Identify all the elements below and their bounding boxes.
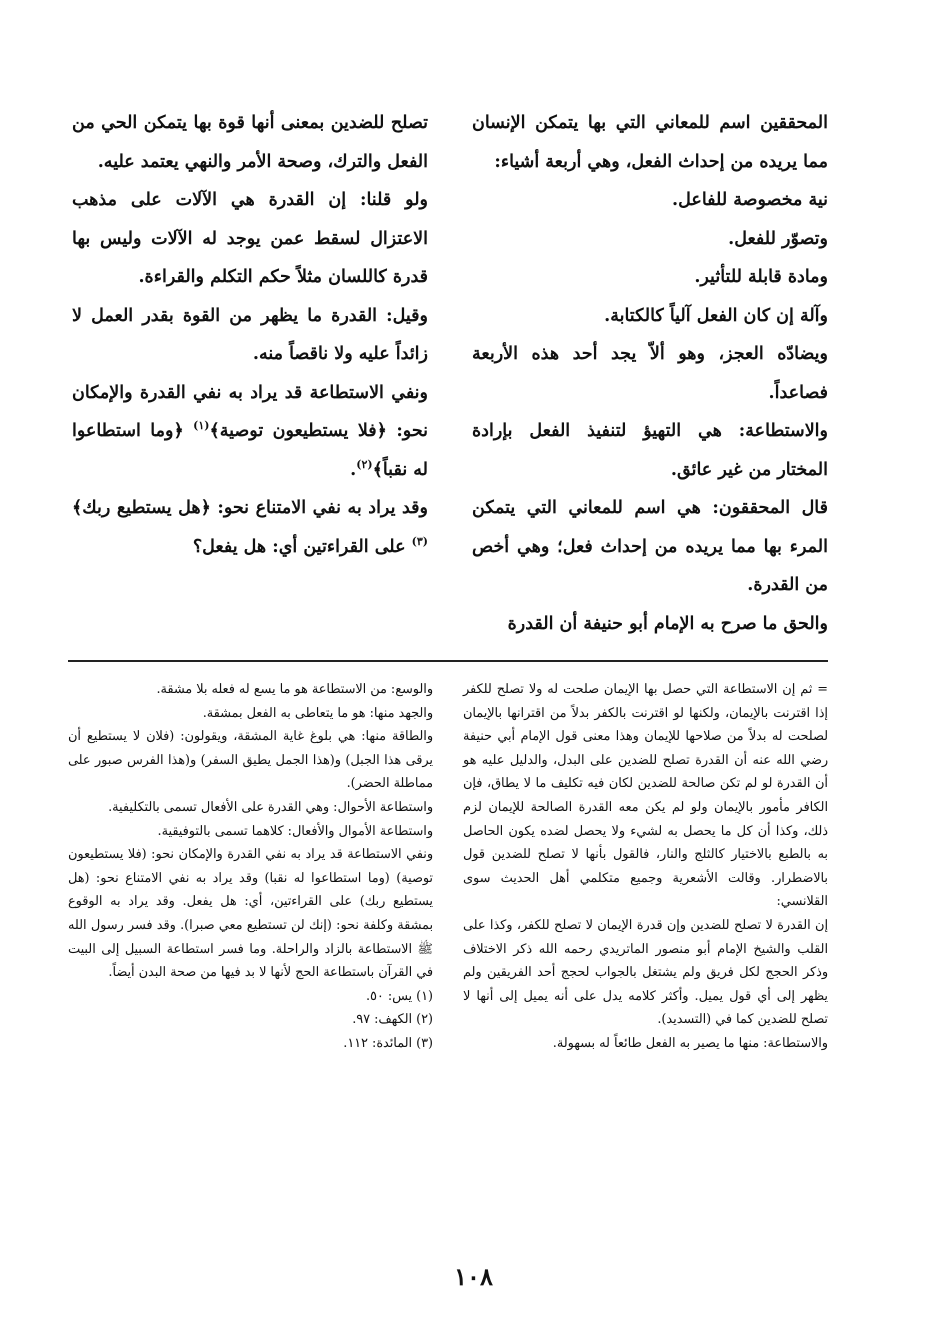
footnote-paragraph: واستطاعة الأحوال: وهي القدرة على الأفعال تسمى بالتكليفية. bbox=[108, 799, 433, 815]
paragraph-text: . bbox=[350, 459, 357, 480]
footnotes-section bbox=[68, 678, 828, 1238]
footnote-paragraph: والوسع: من الاستطاعة هو ما يسع له فعله بلا مشقة. bbox=[156, 682, 433, 697]
main-paragraph: والحق ما صرح به الإمام أبو حنيفة أن القدرة bbox=[507, 613, 828, 634]
footnote-paragraph: والاستطاعة: منها ما يصير به الفعل طائعاً له بسهولة. bbox=[552, 1035, 828, 1051]
footnote-paragraph: = ثم إن الاستطاعة التي حصل بها الإيمان صلحت له ولا تصلح للكفر إذا اقترنت بالإيمان، ولكنها لو اقترنت بالكفر بدلاً من اقترانها بالإيمان لصلحت له بدلاً من صلاحها للإيمان وهذا معنى قول الإمام أبي حنيفة رضي الله عنه أن القدرة تصلح للضدين على البدل، والدليل عليه هو أن القدرة لو لم تكن صالحة للضدين لكان فيه تكليف ما لا يطاق، فإن الكافر مأمور بالإيمان ولو لم يكن معه القدرة الصالحة للإيمان لزم ذلك، وكذا أن كل ما يحصل به لشيء ولا يحصل لضده يكون الحاصل به بالطبع بالاختيار كالثلج والنار، فالقول بأنها لا تصلح للضدين قول بالاضطرار. وقالت الأشعرية وجميع متكلمي أهل الحديث سوى القلانسي: bbox=[463, 682, 828, 910]
footnote-separator bbox=[68, 660, 828, 662]
quran-quote: ﴿وما استطاعوا له نقباً﴾ bbox=[72, 421, 428, 480]
footnote-citation: (١) يس: ٥٠. bbox=[365, 988, 433, 1004]
main-left-column bbox=[72, 104, 428, 644]
footnotes-left-column bbox=[68, 678, 433, 1238]
main-paragraph: ويضادّه العجز، وهو ألاّ يجد أحد هذه الأربعة فصاعداً. bbox=[472, 344, 828, 403]
page-number: ١٠٨ bbox=[454, 1262, 493, 1291]
main-paragraph: وآلة إن كان الفعل آلياً كالكتابة. bbox=[604, 305, 828, 326]
footnote-ref: (٣) bbox=[411, 534, 428, 548]
footnote-ref: (٢) bbox=[356, 457, 373, 471]
quran-quote: ﴿فلا يستطيعون توصية﴾ bbox=[209, 421, 387, 441]
paragraph-text: ونفي الاستطاعة قد يراد به نفي القدرة والإمكان نحو: bbox=[72, 382, 429, 441]
main-paragraph: والاستطاعة: هي التهيؤ لتنفيذ الفعل بإرادة المختار من غير عائق. bbox=[472, 421, 828, 480]
main-paragraph-with-quotes bbox=[72, 489, 428, 566]
footnote-paragraph: واستطاعة الأموال والأفعال: كلاهما تسمى بالتوفيقية. bbox=[157, 823, 433, 839]
paragraph-text: على القراءتين أي: هل يفعل؟ bbox=[192, 536, 412, 557]
footnote-citation: (٣) المائدة: ١١٢. bbox=[343, 1035, 433, 1051]
footnotes-right-column bbox=[463, 678, 828, 1238]
main-paragraph: نية مخصوصة للفاعل. bbox=[672, 190, 828, 210]
footnote-paragraph: ونفي الاستطاعة قد يراد به نفي القدرة والإمكان نحو: (فلا يستطيعون توصية) (وما استطاعوا له نقبا) وقد يراد به نفي الامتناع نحو: (هل يستطيع ربك) على القراءتين، أي: هل يفعل. وقد يراد به الوقوع بمشقة وكلفة نحو: (إنك لن تستطيع معي صبرا). وقد فسر رسول الله ﷺ الاستطاعة بالزاد والراحلة. وما فسر استطاعة السبيل إلى البيت في القرآن باستطاعة الحج لأنها لا بد فيها من صحة البدن أيضاً. bbox=[68, 847, 433, 981]
main-paragraph: وتصوّر للفعل. bbox=[728, 228, 828, 249]
footnote-paragraph: إن القدرة لا تصلح للضدين وإن قدرة الإيمان لا تصلح للكفر، وكذا على القلب والشيخ الإمام أبو منصور الماتريدي رحمه الله ذكر الاختلاف وذكر الحجج لكل فريق ولم يشتغل بالجواب لحجج أحد الفريقين ولم يظهر إلى أي قول يميل. وأكثر كلامه يدل على أنه يميل إلى أنها لا تصلح للضدين كما في (التسديد). bbox=[463, 917, 828, 1028]
footnote-citation: (٢) الكهف: ٩٧. bbox=[352, 1012, 433, 1028]
main-right-column bbox=[472, 104, 828, 644]
main-paragraph: وقيل: القدرة ما يظهر من القوة بقدر العمل لا زائداً عليه ولا ناقصاً منه. bbox=[72, 305, 428, 364]
main-paragraph: ومادة قابلة للتأثير. bbox=[694, 267, 828, 287]
quran-quote: ﴿هل يستطيع ربك﴾ bbox=[72, 498, 211, 518]
main-paragraph: تصلح للضدين بمعنى أنها قوة بها يتمكن الحي من الفعل والترك، وصحة الأمر والنهي يعتمد عليه. bbox=[72, 113, 428, 172]
main-paragraph: المحققين اسم للمعاني التي بها يتمكن الإنسان مما يريده من إحداث الفعل، وهي أربعة أشياء: bbox=[472, 113, 828, 172]
paragraph-text: وقد يراد به نفي الامتناع نحو: bbox=[210, 498, 428, 518]
main-text bbox=[68, 104, 828, 644]
main-paragraph: قال المحققون: هي اسم للمعاني التي يتمكن المرء بها مما يريده من إحداث فعل؛ وهي أخص من القدرة. bbox=[472, 498, 828, 595]
main-paragraph: ولو قلنا: إن القدرة هي الآلات على مذهب الاعتزال لسقط عمن يوجد له الآلات وليس بها قدرة كاللسان مثلاً حكم التكلم والقراءة. bbox=[72, 190, 428, 287]
footnote-paragraph: والجهد منها: هو ما يتعاطى به الفعل بمشقة. bbox=[202, 705, 433, 721]
footnote-ref: (١) bbox=[193, 419, 210, 433]
footnote-paragraph: والطاقة منها: هي بلوغ غاية المشقة، ويقولون: (فلان لا يستطيع أن يرقى هذا الجبل) و(هذا الجمل يطيق السفر) و(هذا الفرس صبور على مماطلة الحضر). bbox=[68, 729, 433, 792]
main-paragraph-with-quotes bbox=[72, 374, 428, 490]
